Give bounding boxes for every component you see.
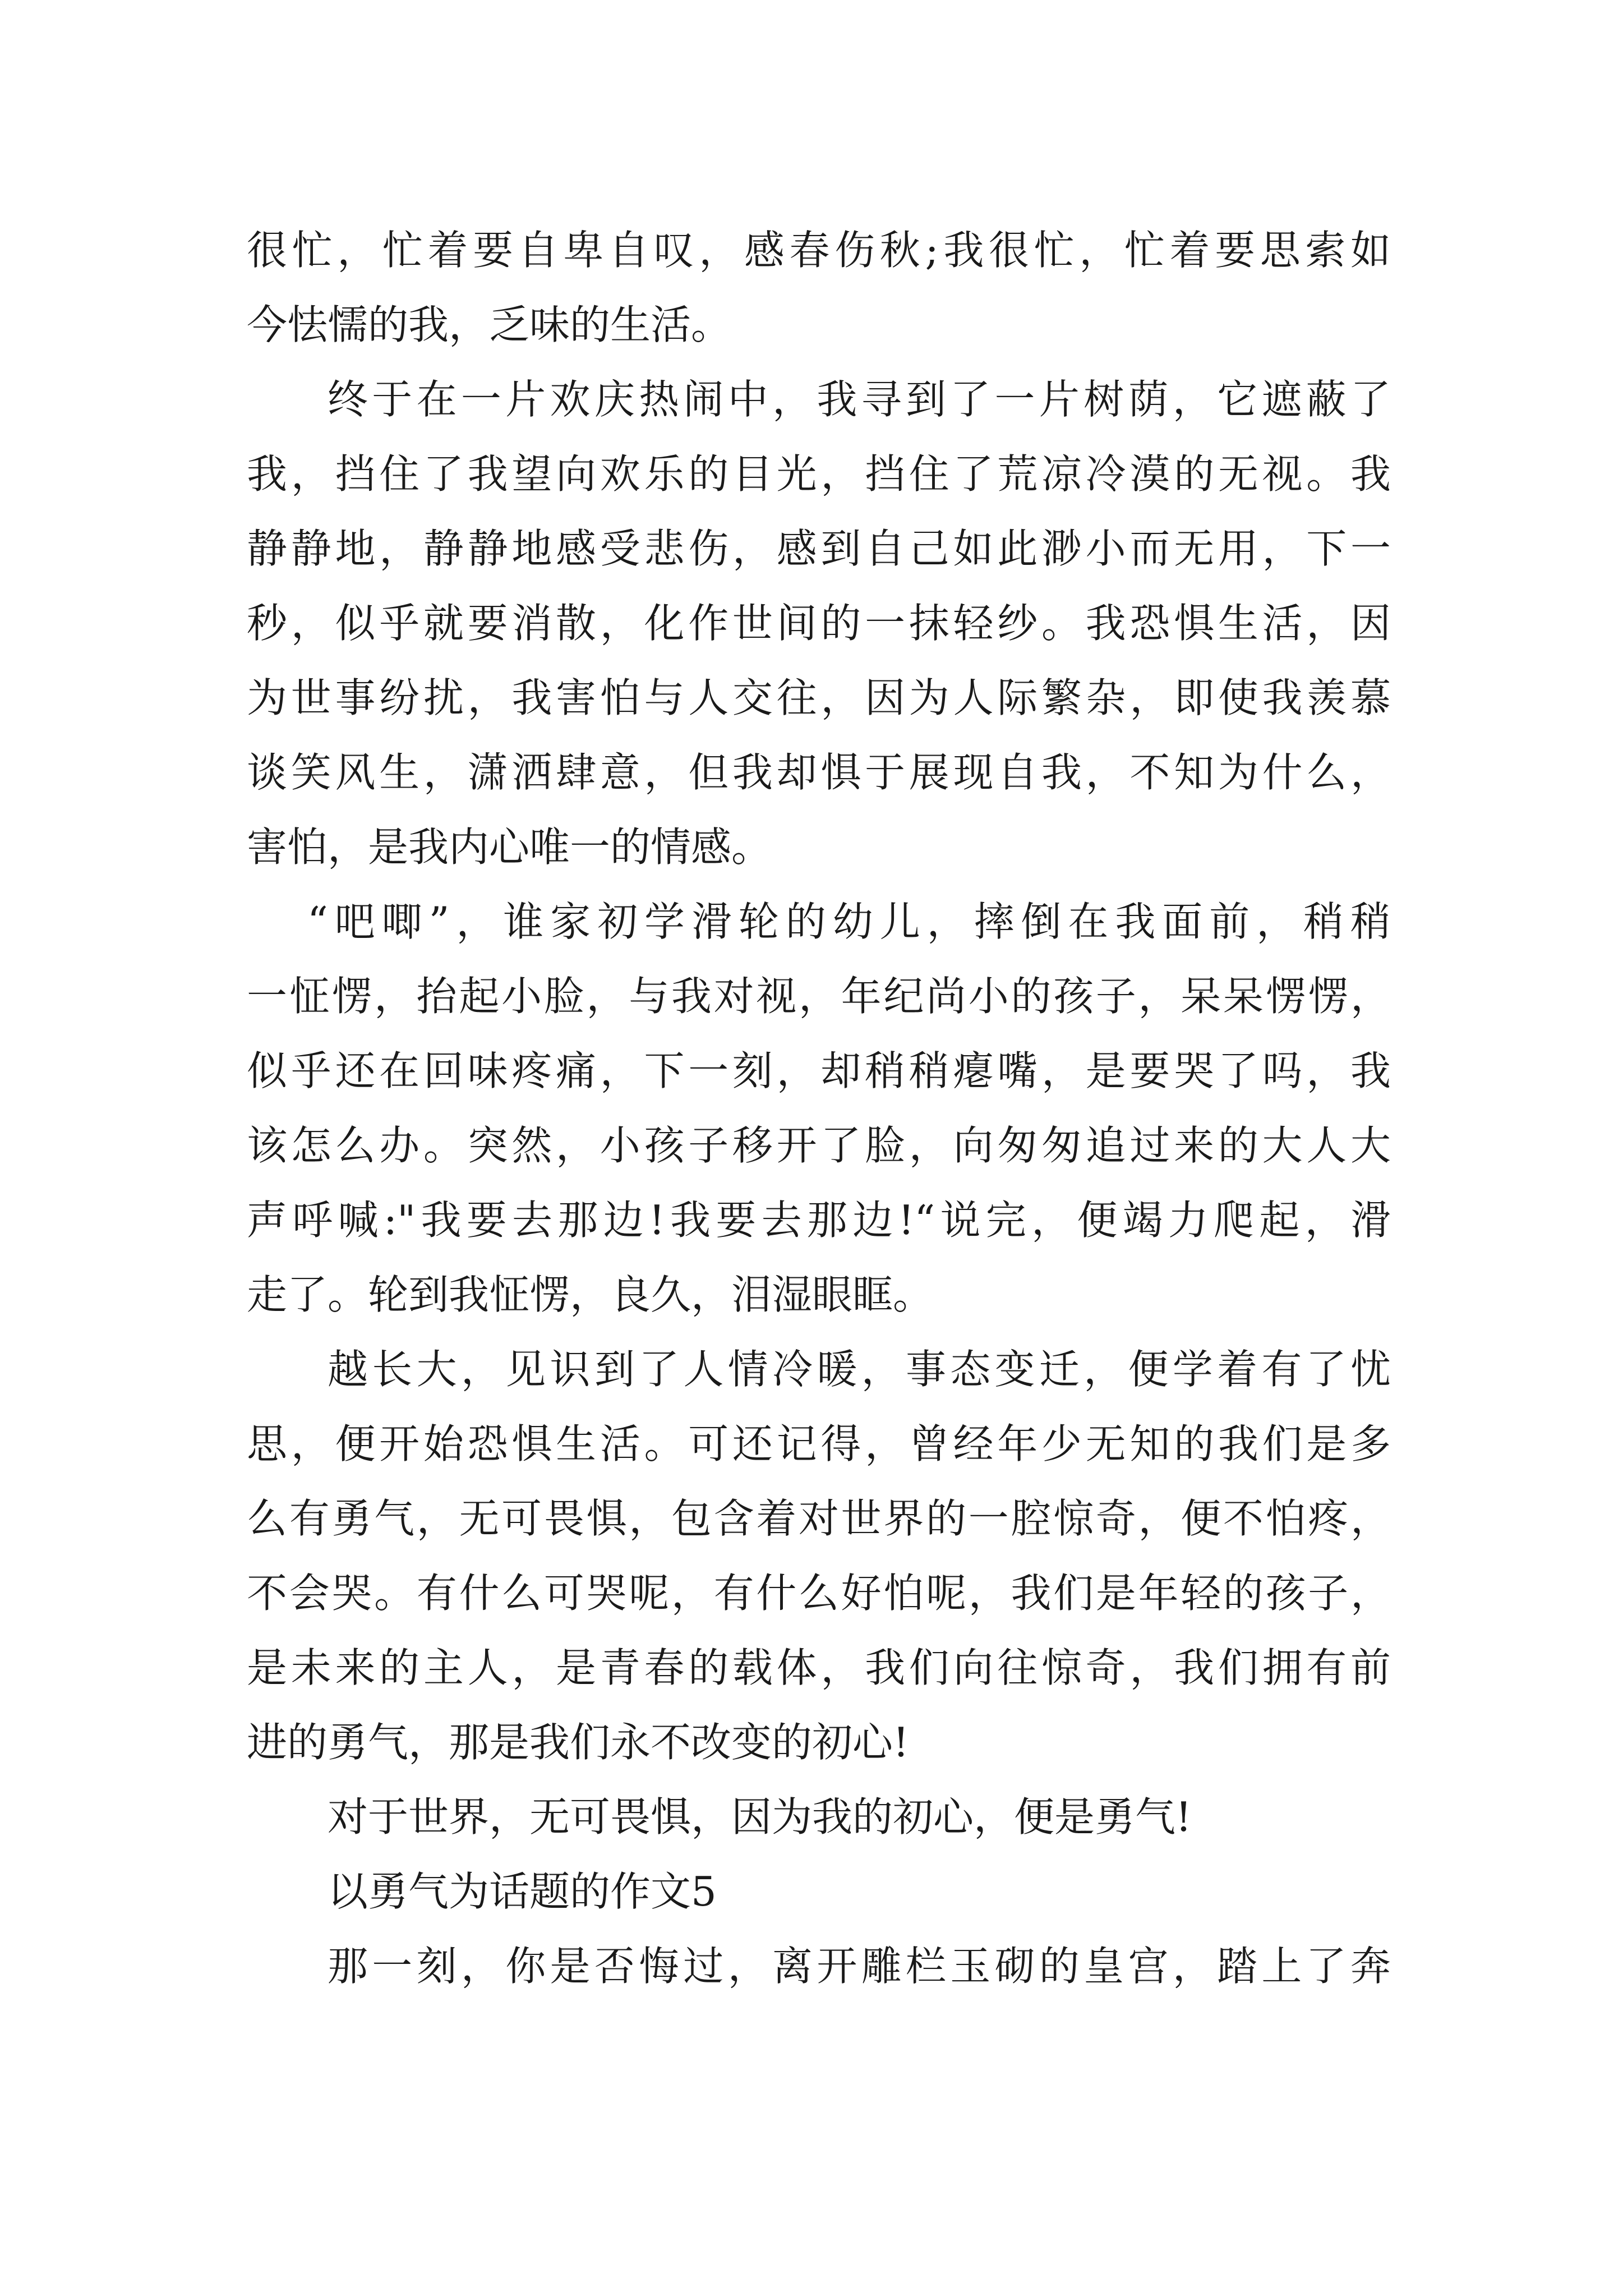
paragraph-start-line: 越长大，见识到了人情冷暖，事态变迁，便学着有了忧 bbox=[328, 1346, 1391, 1393]
text-line: 秒，似乎就要消散，化作世间的一抹轻纱。我恐惧生活，因 bbox=[247, 600, 1391, 647]
text-line: 声呼喊:"我要去那边!我要去那边!“说完，便竭力爬起，滑 bbox=[247, 1197, 1391, 1244]
text-line: 不会哭。有什么可哭呢，有什么好怕呢，我们是年轻的孩子， bbox=[247, 1570, 1391, 1617]
paragraph-start-line: “吧唧”，谁家初学滑轮的幼儿，摔倒在我面前，稍稍 bbox=[307, 898, 1391, 945]
paragraph-start-line: 终于在一片欢庆热闹中，我寻到了一片树荫，它遮蔽了 bbox=[328, 376, 1391, 423]
text-line: 今怯懦的我，乏味的生活。 bbox=[247, 301, 732, 348]
text-line: 是未来的主人，是青春的载体，我们向往惊奇，我们拥有前 bbox=[247, 1644, 1391, 1691]
text-line: 么有勇气，无可畏惧，包含着对世界的一腔惊奇，便不怕疼， bbox=[247, 1495, 1391, 1542]
text-line: 进的勇气，那是我们永不改变的初心! bbox=[247, 1719, 909, 1766]
text-line: 该怎么办。突然，小孩子移开了脸，向匆匆追过来的大人大 bbox=[247, 1122, 1391, 1169]
text-line: 谈笑风生，潇洒肆意，但我却惧于展现自我，不知为什么， bbox=[247, 749, 1391, 796]
text-line: 一怔愣，抬起小脸，与我对视，年纪尚小的孩子，呆呆愣愣， bbox=[247, 973, 1391, 1020]
text-line: 思，便开始恐惧生活。可还记得，曾经年少无知的我们是多 bbox=[247, 1420, 1391, 1467]
section-heading: 以勇气为话题的作文5 bbox=[328, 1868, 717, 1915]
text-line: 似乎还在回味疼痛，下一刻，却稍稍瘪嘴，是要哭了吗，我 bbox=[247, 1047, 1391, 1094]
text-line: 我，挡住了我望向欢乐的目光，挡住了荒凉冷漠的无视。我 bbox=[247, 450, 1391, 498]
text-line: 很忙，忙着要自卑自叹，感春伤秋;我很忙，忙着要思索如 bbox=[247, 227, 1391, 274]
text-line: 静静地，静静地感受悲伤，感到自己如此渺小而无用，下一 bbox=[247, 525, 1391, 572]
text-line: 害怕，是我内心唯一的情感。 bbox=[247, 823, 772, 871]
body-text bbox=[247, 213, 1391, 2004]
text-line: 走了。轮到我怔愣，良久，泪湿眼眶。 bbox=[247, 1271, 934, 1318]
paragraph-start-line: 那一刻，你是否悔过，离开雕栏玉砌的皇宫，踏上了奔 bbox=[328, 1943, 1391, 1990]
paragraph-start-line: 对于世界，无可畏惧，因为我的初心，便是勇气! bbox=[328, 1793, 1192, 1841]
text-line: 为世事纷扰，我害怕与人交往，因为人际繁杂，即使我羡慕 bbox=[247, 674, 1391, 721]
